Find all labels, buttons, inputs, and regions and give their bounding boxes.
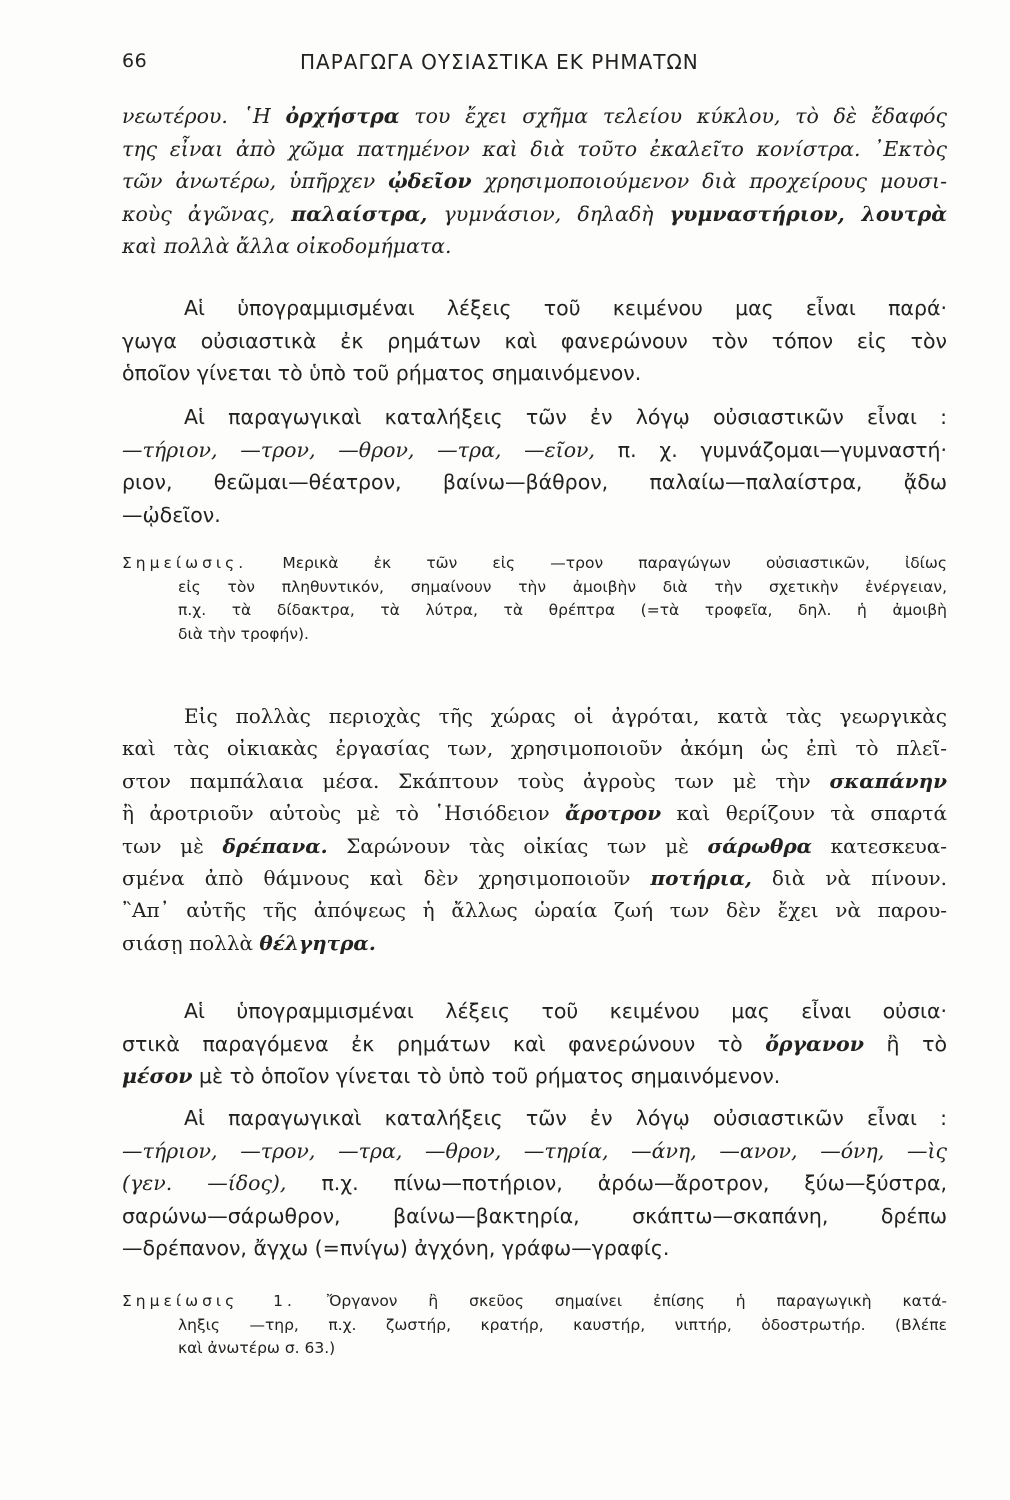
text-line: —ᾠδεῖον. <box>122 502 221 527</box>
text-line: Αἱ παραγωγικαὶ καταλήξεις τῶν ἐν λόγῳ οὐσιαστικῶν εἶναι : <box>184 1106 947 1130</box>
text: τῶν ἀνωτέρω, ὑπῆρχεν <box>122 169 389 193</box>
text: Σαρώνουν τὰς οἰκίας των μὲ <box>327 833 708 858</box>
text: ἢ ἀροτριοῦν αὐτοὺς μὲ τὸ ῾Ησιόδειον <box>122 801 566 826</box>
keyword-odeion: ᾠδεῖον <box>388 169 472 193</box>
note-2 <box>122 1290 947 1361</box>
text-line <box>122 552 947 576</box>
text-line <box>122 198 947 231</box>
explanation-1 <box>122 292 947 390</box>
text-line: Αἱ ὑπογραμμισμέναι λέξεις τοῦ κειμένου μας εἶναι οὐσια· <box>184 999 947 1023</box>
text-line <box>122 1290 947 1314</box>
text-line <box>122 1167 947 1200</box>
text: σιάσῃ πολλὰ <box>122 930 260 955</box>
text-line: καὶ πολλὰ ἄλλα οἰκοδομήματα. <box>122 234 452 258</box>
suffixes-2 <box>122 1102 947 1265</box>
keyword-orchestra: ὀρχήστρα <box>285 104 400 128</box>
genitive-suffix: (γεν. —ίδος), <box>122 1171 287 1196</box>
text-line: διὰ τὴν τροφήν). <box>178 624 309 643</box>
explanation-2 <box>122 995 947 1093</box>
text-line: γωγα οὐσιαστικὰ ἐκ ρημάτων καὶ φανερώνουν τὸν τόπον εἰς τὸν <box>122 328 947 353</box>
text-line <box>122 927 947 959</box>
text-line: σαρώνω—σάρωθρον, βαίνω—βακτηρία, σκάπτω—σκαπάνη, δρέπω <box>122 1203 947 1228</box>
keyword-skapani: σκαπάνην <box>829 768 947 793</box>
note-label: Σημείωσις 1. <box>122 1292 296 1310</box>
running-title: ΠΑΡΑΓΩΓΑ ΟΥΣΙΑΣΤΙΚΑ ΕΚ ΡΗΜΑΤΩΝ <box>300 50 699 74</box>
text: μὲ τὸ ὁποῖον γίνεται τὸ ὑπὸ τοῦ ρήματος σημαινόμενον. <box>192 1064 781 1089</box>
keyword-drepana: δρέπανα. <box>222 833 328 858</box>
note-1 <box>122 552 947 646</box>
keyword-thelgitra: θέλγητρα. <box>259 930 376 955</box>
text: χρησιμοποιούμενον διὰ προχείρους μουσι- <box>471 169 947 193</box>
text-line: Εἰς πολλὰς περιοχὰς τῆς χώρας οἱ ἀγρόται, κατὰ τὰς γεωργικὰς <box>184 704 947 728</box>
text-line: καὶ ἀνωτέρω σ. 63.) <box>178 1339 336 1357</box>
text-line <box>122 797 947 829</box>
text-line <box>122 1060 947 1093</box>
text-line <box>122 100 947 133</box>
keyword-palaistra: παλαίστρα, <box>291 201 428 226</box>
text: των μὲ <box>122 833 223 858</box>
keyword-organon: ὄργανον <box>765 1031 864 1056</box>
text: γυμνάσιον, δηλαδὴ <box>427 201 670 226</box>
keyword-potiria: ποτήρια, <box>650 866 752 891</box>
text-line: Αἱ ὑπογραμμισμέναι λέξεις τοῦ κειμένου μας εἶναι παρά· <box>184 296 947 320</box>
text: κοὺς ἀγῶνας, <box>122 201 292 226</box>
text-line: Αἱ παραγωγικαὶ καταλήξεις τῶν ἐν λόγῳ οὐσιαστικῶν εἶναι : <box>184 405 947 429</box>
text-line <box>122 434 947 467</box>
note-label: Σημείωσις. <box>122 554 248 572</box>
text: του ἔχει σχῆμα τελείου κύκλου, τὸ δὲ ἔδαφός <box>399 104 947 128</box>
keyword-meson: μέσον <box>122 1064 193 1089</box>
text-line: ὁποῖον γίνεται τὸ ὑπὸ τοῦ ρήματος σημαινόμενον. <box>122 361 642 386</box>
text: ἢ τὸ <box>863 1031 947 1056</box>
text-line: —δρέπανον, ἄγχω (=πνίγω) ἀγχόνη, γράφω—γραφίς. <box>122 1236 670 1261</box>
text-line <box>122 830 947 862</box>
text-line: π.χ. τὰ δίδακτρα, τὰ λύτρα, τὰ θρέπτρα (=τὰ τροφεῖα, δηλ. ἡ ἀμοιβὴ <box>178 601 947 619</box>
page-number: 66 <box>122 50 148 72</box>
text: π. χ. γυμνάζομαι—γυμναστή· <box>595 437 947 462</box>
text: στικὰ παραγόμενα ἐκ ρημάτων καὶ φανερώνουν τὸ <box>122 1031 766 1056</box>
text: διὰ νὰ πίνουν. <box>751 866 948 891</box>
text-line <box>122 165 947 198</box>
text: νεωτέρου. ῾Η <box>122 104 286 128</box>
text-line <box>122 862 947 894</box>
keyword-gymnastirion: γυμναστήριον, λουτρὰ <box>669 201 947 226</box>
text: καὶ θερίζουν τὰ σπαρτά <box>661 801 947 826</box>
text-line: εἰς τὸν πληθυντικόν, σημαίνουν τὴν ἀμοιβὴν διὰ τὴν σχετικὴν ἐνέργειαν, <box>178 577 947 596</box>
text: Ὄργανον ἢ σκεῦος σημαίνει ἐπίσης ἡ παραγωγικὴ κατά- <box>295 1292 948 1310</box>
text-line <box>122 1028 947 1061</box>
text: π.χ. πίνω—ποτήριον, ἀρόω—ἄροτρον, ξύω—ξύστρα, <box>286 1171 948 1196</box>
text-line: ριον, θεῶμαι—θέατρον, βαίνω—βάθρον, παλαίω—παλαίστρα, ᾄδω <box>122 470 947 495</box>
text-line <box>122 765 947 797</box>
text: Μερικὰ ἐκ τῶν εἰς —τρον παραγώγων οὐσιαστικῶν, ἰδίως <box>247 554 947 572</box>
passage-1 <box>122 100 947 263</box>
text: κατεσκευα- <box>812 833 948 858</box>
passage-2 <box>122 700 947 959</box>
text-line: καὶ τὰς οἰκιακὰς ἐργασίας των, χρησιμοποιοῦν ἀκόμη ὡς ἐπὶ τὸ πλεῖ- <box>122 736 947 761</box>
text: σμένα ἀπὸ θάμνους καὶ δὲν χρησιμοποιοῦν <box>122 866 651 891</box>
keyword-sarothra: σάρωθρα <box>707 833 813 858</box>
suffix-list: —τήριον, —τρον, —τρα, —θρον, —τηρία, —άνη, —ανον, —όνη, —ὶς <box>122 1138 947 1163</box>
text: στον παμπάλαια μέσα. Σκάπτουν τοὺς ἀγροὺς των μὲ τὴν <box>122 768 830 793</box>
text-line: ληξις —τηρ, π.χ. ζωστήρ, κρατήρ, καυστήρ, νιπτήρ, ὀδοστρωτήρ. (Βλέπε <box>178 1315 947 1334</box>
suffix-list: —τήριον, —τρον, —θρον, —τρα, —εῖον, <box>122 437 596 462</box>
text-line: ῍Απ᾿ αὐτῆς τῆς ἀπόψεως ἡ ἄλλως ὡραία ζωή των δὲν ἔχει νὰ παρου- <box>122 898 947 923</box>
suffixes-1 <box>122 401 947 531</box>
text-line: της εἶναι ἀπὸ χῶμα πατημένον καὶ διὰ τοῦτο ἐκαλεῖτο κονίστρα. ᾿Εκτὸς <box>122 136 947 161</box>
keyword-arotron: ἄροτρον <box>565 801 662 826</box>
